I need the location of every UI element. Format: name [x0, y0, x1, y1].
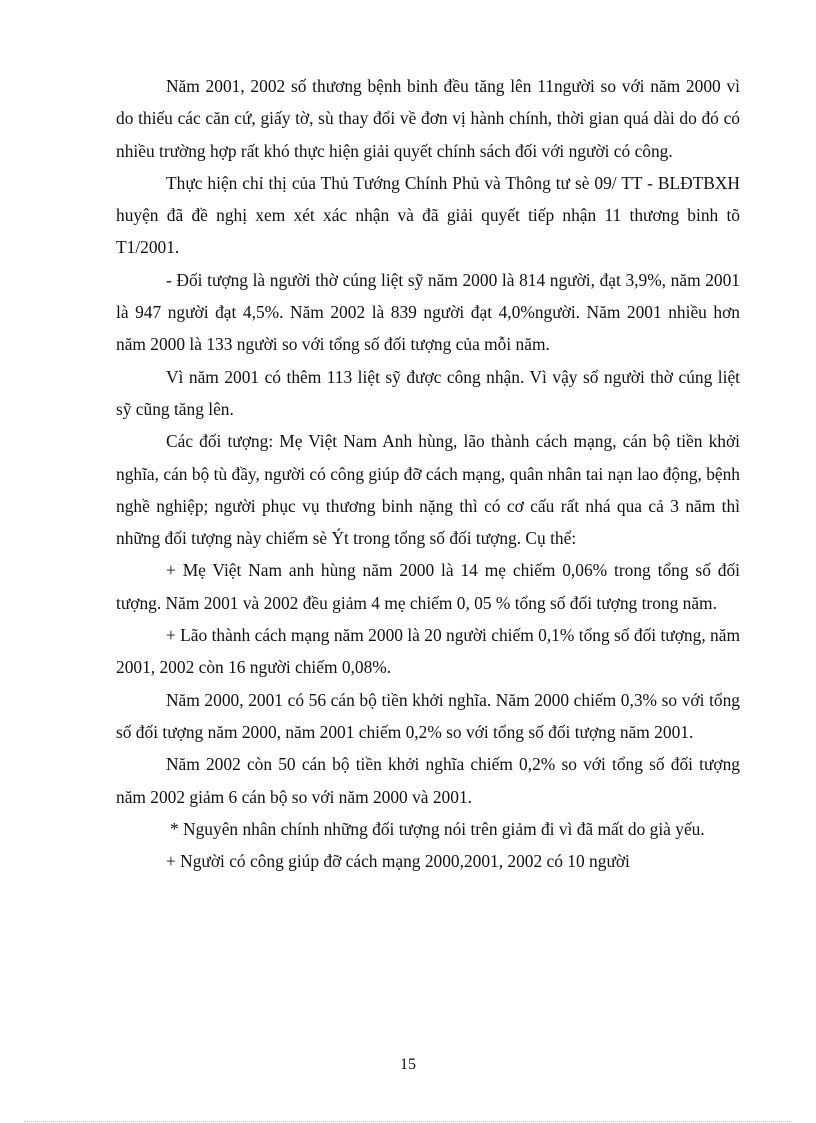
document-body [116, 70, 740, 877]
paragraph-wounded-soldiers: Năm 2001, 2002 số thương bệnh binh đều tăng lên 11người so với năm 2000 vì do thiếu các căn cứ, giấy tờ, sù thay đổi về đơn vị hành chính, thời gian quá dài do đó có nhiều trường hợp rất khó thực hiện giải quyết chính sách đối với người có công. [116, 76, 740, 161]
paragraph-martyr-worshippers: - Đối tượng là người thờ cúng liệt sỹ năm 2000 là 814 người, đạt 3,9%, năm 2001 là 947 người đạt 4,5%. Năm 2002 là 839 người đạt 4,0%người. Năm 2001 nhiều hơn năm 2000 là 133 người so với tổng số đối tượng của mỗi năm. [116, 269, 740, 355]
paragraph-recognized-martyrs: Vì năm 2001 có thêm 113 liệt sỹ được công nhận. Vì vậy số người thờ cúng liệt sỹ cũng tăng lên. [116, 366, 740, 419]
paragraph-pre-uprising-cadres-2000-2001: Năm 2000, 2001 có 56 cán bộ tiền khởi nghĩa. Năm 2000 chiếm 0,3% so với tổng số đối tượng năm 2000, năm 2001 chiếm 0,2% so với tổng số đối tượng năm 2001. [116, 689, 740, 742]
paragraph-beneficiary-groups: Các đối tượng: Mẹ Việt Nam Anh hùng, lão thành cách mạng, cán bộ tiền khởi nghĩa, cán bộ tù đầy, người có công giúp đỡ cách mạng, quân nhân tai nạn lao động, bệnh nghề nghiệp; người phục vụ thương binh nặng thì có cơ cấu rất nhá qua cả 3 năm thì những đối tượng này chiếm sè Ýt trong tổng số đối tượng. Cụ thể: [116, 431, 740, 549]
page-bottom-divider [24, 1121, 792, 1122]
paragraph-directive: Thực hiện chỉ thị của Thủ Tướng Chính Phủ và Thông tư sè 09/ TT - BLĐTBXH huyện đã đề nghị xem xét xác nhận và đã giải quyết tiếp nhận 11 thương binh tõ T1/2001. [116, 172, 740, 258]
paragraph-revolution-helpers: + Người có công giúp đỡ cách mạng 2000,2001, 2002 có 10 người [166, 851, 630, 872]
paragraph-heroic-mothers: + Mẹ Việt Nam anh hùng năm 2000 là 14 mẹ chiếm 0,06% trong tổng số đối tượng. Năm 2001 và 2002 đều giảm 4 mẹ chiếm 0, 05 % tổng số đối tượng trong năm. [116, 560, 740, 613]
paragraph-revolutionary-veterans: + Lão thành cách mạng năm 2000 là 20 người chiếm 0,1% tổng số đối tượng, năm 2001, 2002 còn 16 người chiếm 0,08%. [116, 625, 740, 678]
paragraph-pre-uprising-cadres-2002: Năm 2002 còn 50 cán bộ tiền khởi nghĩa chiếm 0,2% so với tổng số đối tượng năm 2002 giảm 6 cán bộ so với năm 2000 và 2001. [116, 754, 740, 807]
page-number: 15 [400, 1056, 416, 1073]
paragraph-main-cause: * Nguyên nhân chính những đối tượng nói trên giảm đi vì đã mất do già yếu. [170, 818, 705, 839]
